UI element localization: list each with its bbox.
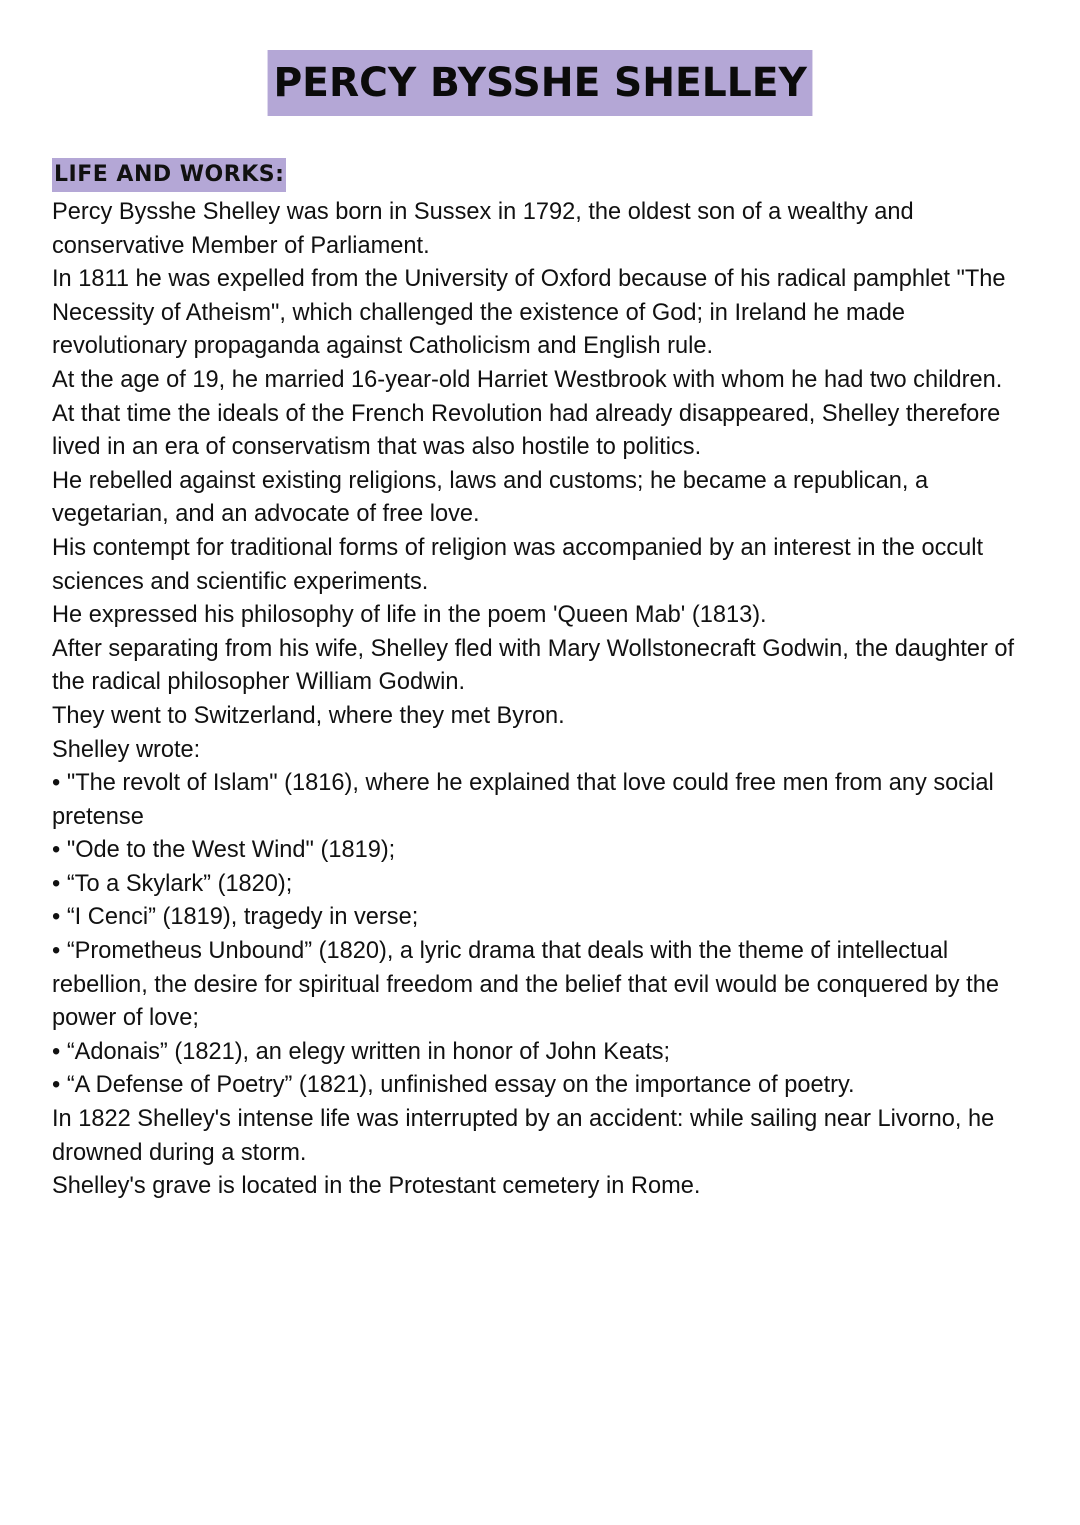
list-item: • "The revolt of Islam" (1816), where he explained that love could free men from any social pretense xyxy=(52,770,994,830)
paragraph: In 1811 he was expelled from the University of Oxford because of his radical pamphlet "The Necessity of Atheism", which challenged the existence of God; in Ireland he made revolutionary propaganda against Catholicism and English rule. xyxy=(52,266,1006,360)
paragraph: He expressed his philosophy of life in the poem 'Queen Mab' (1813). xyxy=(52,602,767,629)
list-item: • “I Cenci” (1819), tragedy in verse; xyxy=(52,904,419,931)
list-item: • "Ode to the West Wind" (1819); xyxy=(52,837,396,864)
paragraph: Percy Bysshe Shelley was born in Sussex in 1792, the oldest son of a wealthy and conservative Member of Parliament. xyxy=(52,199,914,259)
paragraph: His contempt for traditional forms of religion was accompanied by an interest in the occult sciences and scientific experiments. xyxy=(52,534,984,595)
list-item: • “To a Skylark” (1820); xyxy=(52,870,293,897)
paragraph: After separating from his wife, Shelley fled with Mary Wollstonecraft Godwin, the daughter of the radical philosopher William Godwin. xyxy=(52,635,1015,696)
paragraph: At the age of 19, he married 16-year-old Harriet Westbrook with whom he had two children. xyxy=(52,366,1003,393)
paragraph: They went to Switzerland, where they met Byron. xyxy=(52,702,565,729)
paragraph: In 1822 Shelley's intense life was interrupted by an accident: while sailing near Livorno, he drowned during a storm. xyxy=(52,1106,995,1166)
paragraph: He rebelled against existing religions, laws and customs; he became a republican, a vegetarian, and an advocate of free love. xyxy=(52,467,929,528)
paragraph: At that time the ideals of the French Revolution had already disappeared, Shelley therefore lived in an era of conservatism that was also hostile to politics. xyxy=(52,400,1001,461)
list-item: • “Prometheus Unbound” (1820), a lyric drama that deals with the theme of intellectual rebellion, the desire for spiritual freedom and the belief that evil would be conquered by the power of love; xyxy=(52,938,999,1032)
list-item: • “Adonais” (1821), an elegy written in honor of John Keats; xyxy=(52,1038,671,1065)
list-item: • “A Defense of Poetry” (1821), unfinished essay on the importance of poetry. xyxy=(52,1072,855,1099)
title-container xyxy=(0,50,1080,116)
page-title: PERCY BYSSHE SHELLEY xyxy=(267,50,812,116)
paragraph: Shelley's grave is located in the Protestant cemetery in Rome. xyxy=(52,1173,701,1200)
paragraph: Shelley wrote: xyxy=(52,736,201,763)
body-text xyxy=(52,196,1042,1204)
section-heading-life-and-works: LIFE AND WORKS: xyxy=(52,158,286,192)
